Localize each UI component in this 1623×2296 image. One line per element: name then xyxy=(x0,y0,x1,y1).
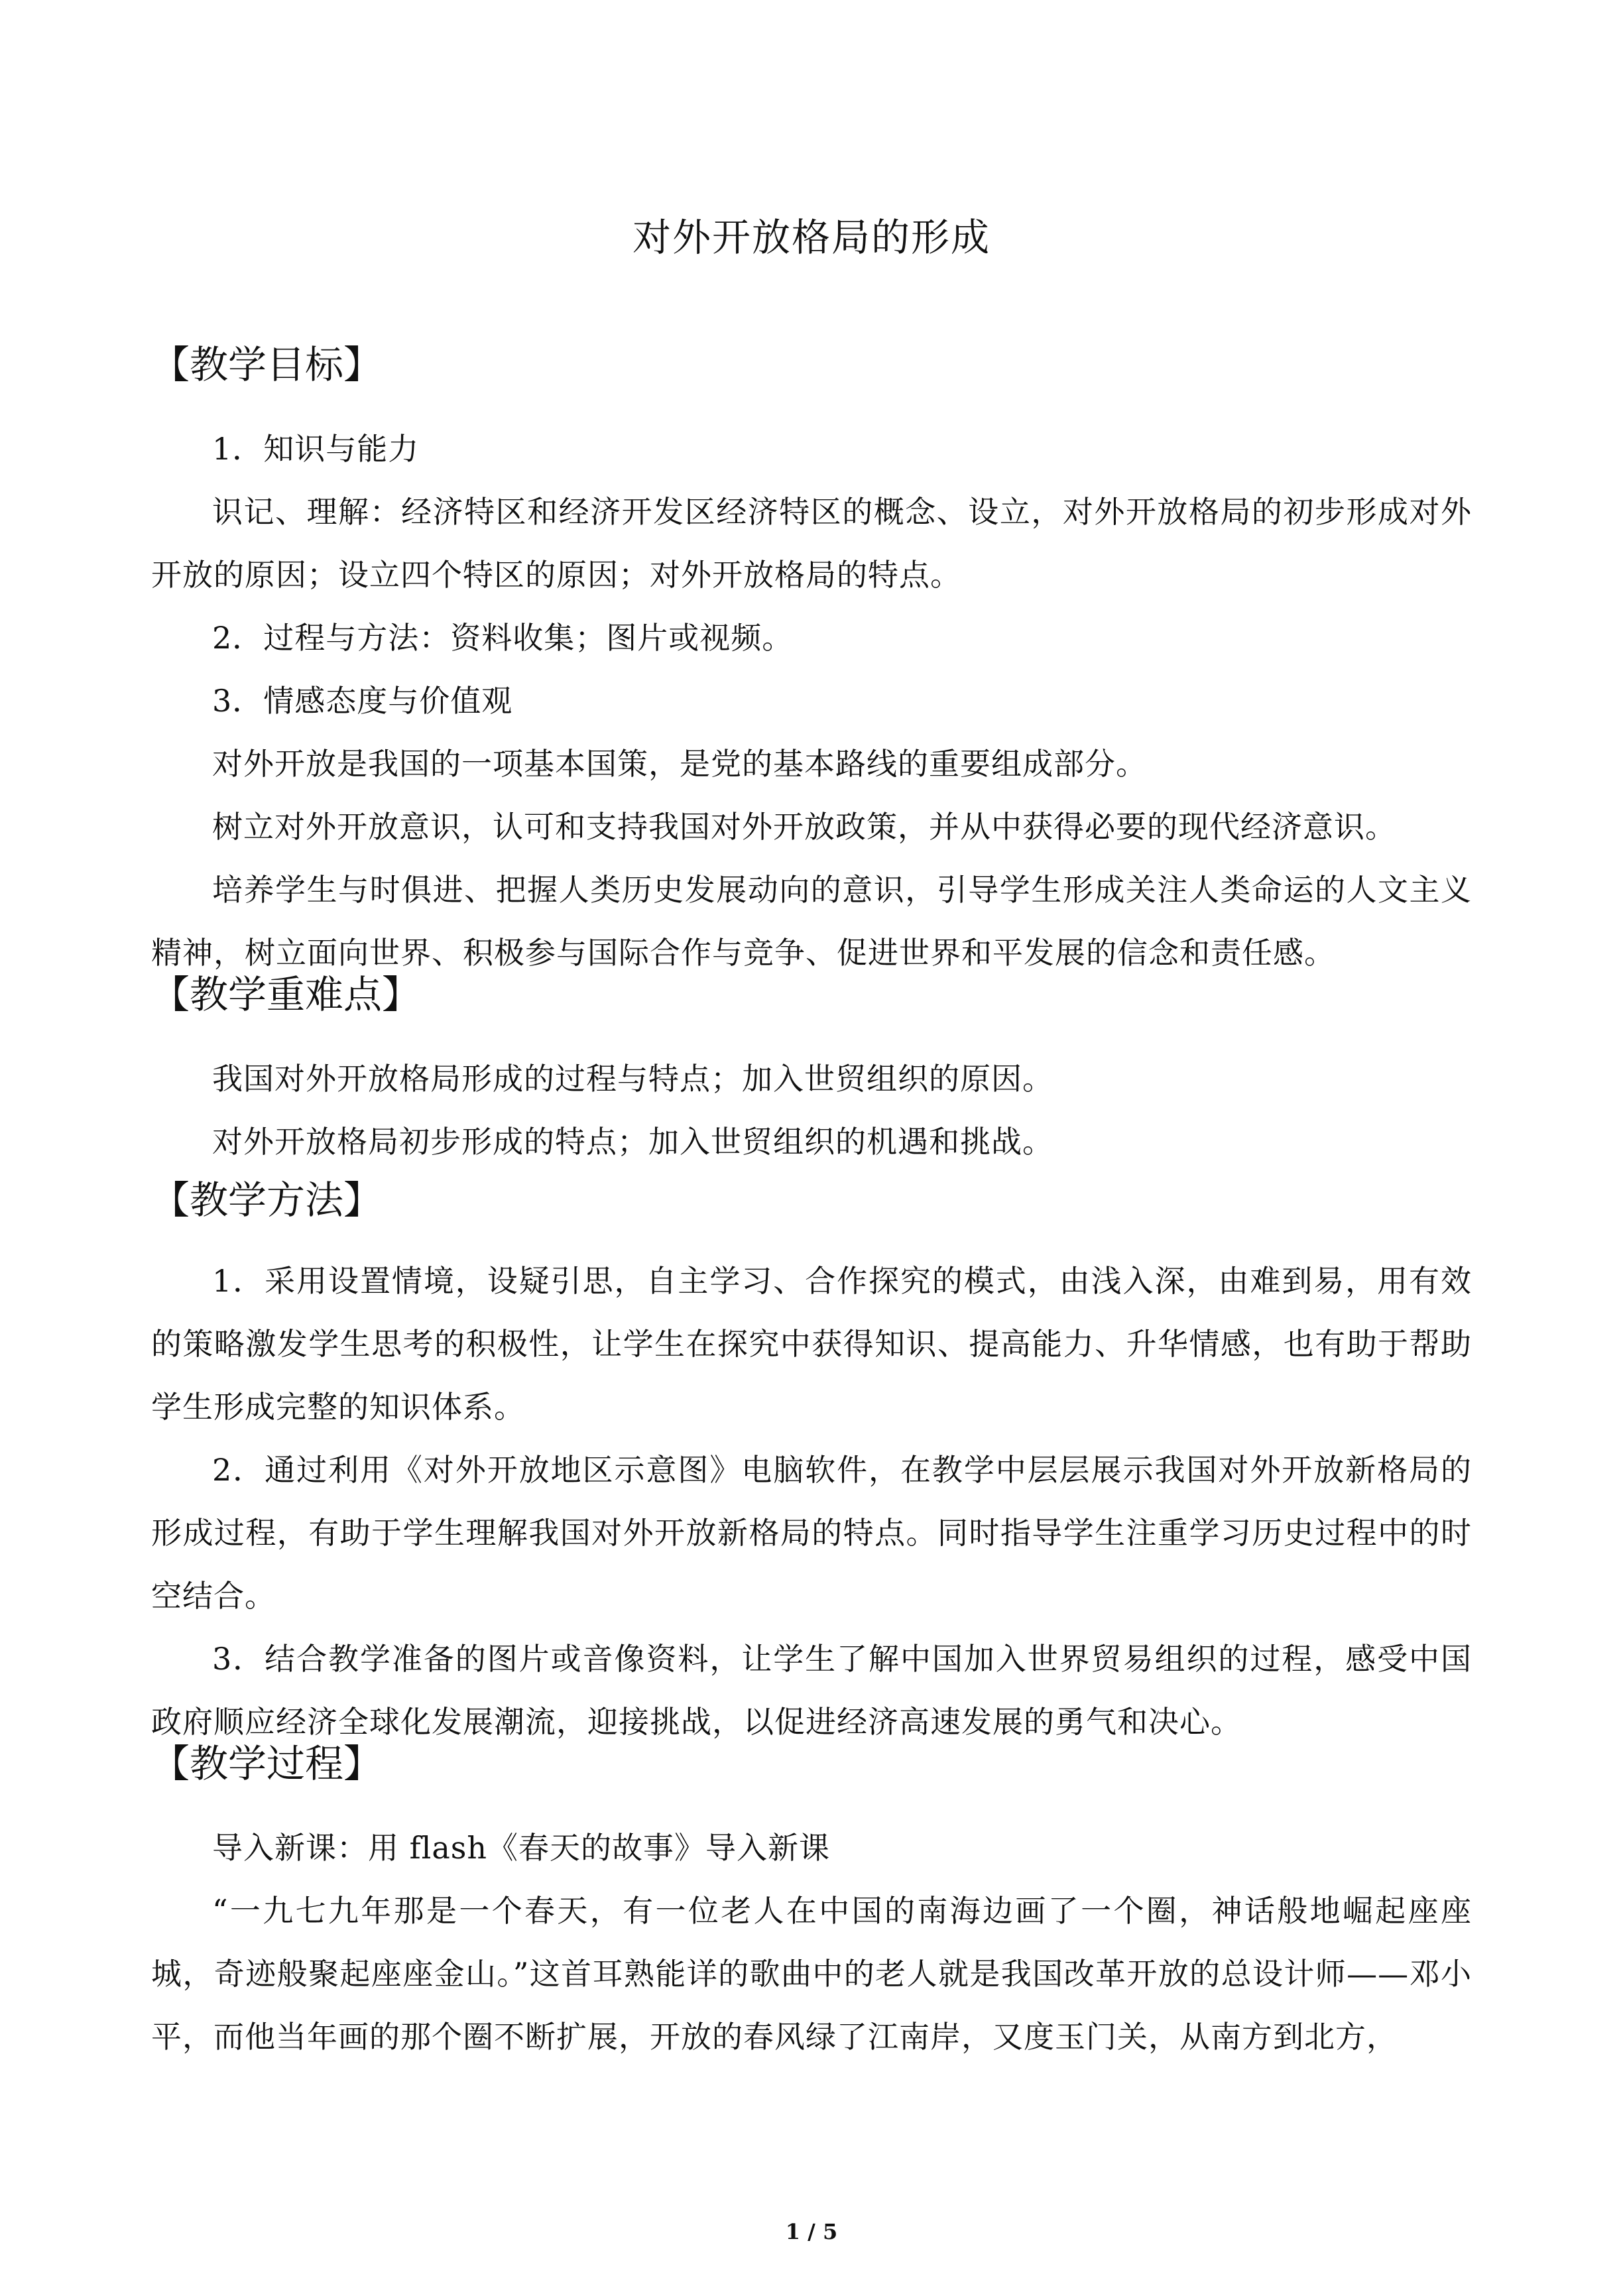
paragraph: 我国对外开放格局形成的过程与特点；加入世贸组织的原因。 xyxy=(212,1061,1053,1097)
paragraph: 1．知识与能力 xyxy=(212,431,420,467)
paragraph: 树立对外开放意识，认可和支持我国对外开放政策，并从中获得必要的现代经济意识。 xyxy=(212,809,1396,845)
paragraph: “一九七九年那是一个春天，有一位老人在中国的南海边画了一个圈，神话般地崛起座座城，奇迹般聚起座座金山。”这首耳熟能详的歌曲中的老人就是我国改革开放的总设计师——邓小平，而他当年画的那个圈不断扩展，开放的春风绿了江南岸，又度玉门关，从南方到北方， xyxy=(151,1893,1472,2055)
paragraph: 3．结合教学准备的图片或音像资料，让学生了解中国加入世界贸易组织的过程，感受中国政府顺应经济全球化发展潮流，迎接挑战，以促进经济高速发展的勇气和决心。 xyxy=(151,1641,1472,1740)
section-heading-key-points: 【教学重难点】 xyxy=(151,972,421,1017)
paragraph: 2．过程与方法：资料收集；图片或视频。 xyxy=(212,620,794,656)
paragraph: 培养学生与时俱进、把握人类历史发展动向的意识，引导学生形成关注人类命运的人文主义精神，树立面向世界、积极参与国际合作与竞争、促进世界和平发展的信念和责任感。 xyxy=(151,872,1472,971)
paragraph: 识记、理解：经济特区和经济开发区经济特区的概念、设立，对外开放格局的初步形成对外开放的原因；设立四个特区的原因；对外开放格局的特点。 xyxy=(151,494,1472,593)
document-title: 对外开放格局的形成 xyxy=(632,215,991,260)
section-heading-process: 【教学过程】 xyxy=(151,1741,383,1786)
paragraph: 3．情感态度与价值观 xyxy=(212,683,513,719)
paragraph: 对外开放格局初步形成的特点；加入世贸组织的机遇和挑战。 xyxy=(212,1124,1053,1160)
paragraph: 对外开放是我国的一项基本国策，是党的基本路线的重要组成部分。 xyxy=(212,746,1147,782)
paragraph: 1．采用设置情境，设疑引思，自主学习、合作探究的模式，由浅入深，由难到易，用有效的策略激发学生思考的积极性，让学生在探究中获得知识、提高能力、升华情感，也有助于帮助学生形成完整的知识体系。 xyxy=(151,1263,1472,1425)
paragraph: 导入新课：用 flash《春天的故事》导入新课 xyxy=(212,1830,831,1866)
paragraph: 2．通过利用《对外开放地区示意图》电脑软件，在教学中层层展示我国对外开放新格局的形成过程，有助于学生理解我国对外开放新格局的特点。同时指导学生注重学习历史过程中的时空结合。 xyxy=(151,1452,1472,1614)
page-number: 1 / 5 xyxy=(785,2219,838,2244)
section-heading-methods: 【教学方法】 xyxy=(151,1178,383,1223)
section-heading-objectives: 【教学目标】 xyxy=(151,342,383,387)
